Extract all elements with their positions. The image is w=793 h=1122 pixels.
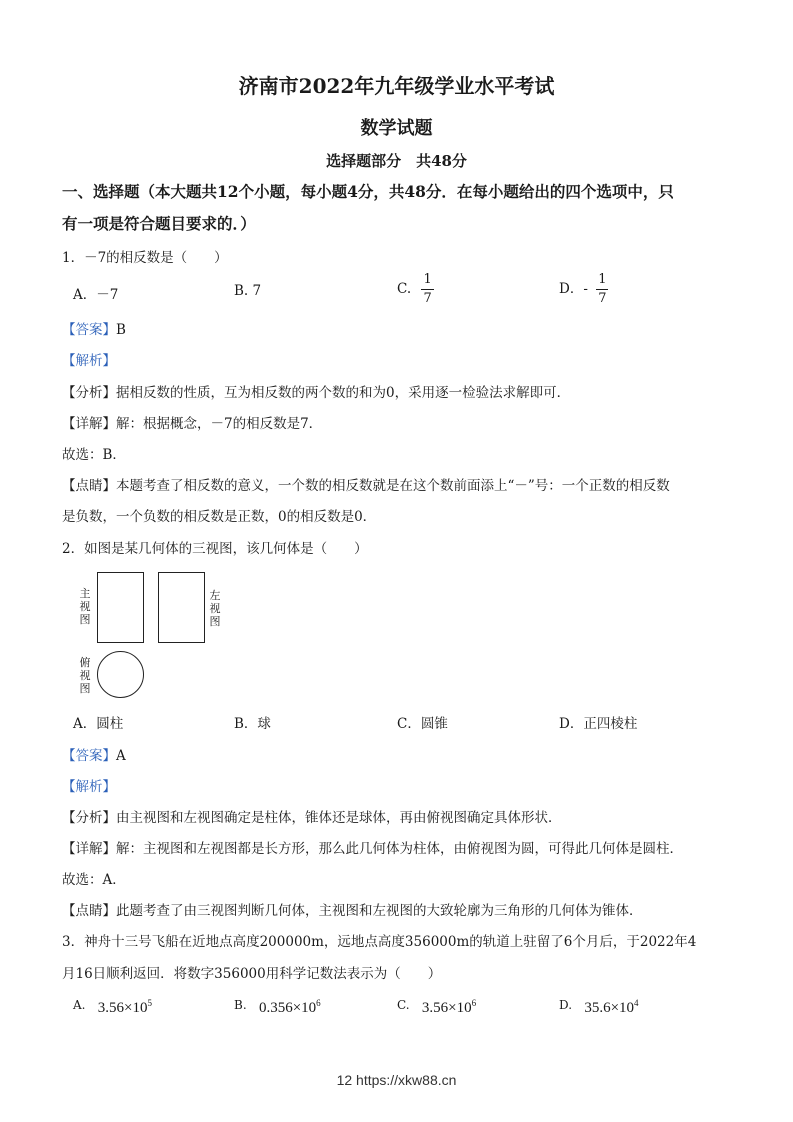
q3-option-c-base: 3.56×10 bbox=[421, 1000, 472, 1016]
q1-dianjing-tag: 【点睛】 bbox=[62, 478, 116, 494]
q1-option-d-fraction bbox=[596, 271, 608, 308]
q3-stem-line1: 3．神舟十三号飞船在近地点高度200000m，远地点高度356000m的轨道上驻留了6个月后，于2022年4 bbox=[62, 934, 697, 950]
q1-analysis-tag: 【解析】 bbox=[62, 353, 116, 369]
q1-fenxi-text: 据相反数的性质，互为相反数的两个数的和为0，采用逐一检验法求解即可． bbox=[116, 385, 571, 401]
q2-xiangjie-text: 解：主视图和左视图都是长方形，那么此几何体为柱体，由俯视图为圆，可得此几何体是圆柱． bbox=[116, 841, 683, 857]
q1-xiangjie bbox=[62, 412, 322, 432]
q3-option-b bbox=[234, 998, 321, 1017]
page-footer: 12 https://xkw88.cn bbox=[336, 1072, 457, 1088]
label-main-view: 主视图 bbox=[79, 587, 91, 626]
q3-option-a bbox=[73, 998, 152, 1017]
q3-option-a-label: A. bbox=[73, 998, 86, 1012]
q1-fenxi-tag: 【分析】 bbox=[62, 385, 116, 401]
q1-stem: 1．－7的相反数是（ ） bbox=[62, 250, 228, 266]
q1-xiangjie-tag: 【详解】 bbox=[62, 416, 116, 432]
q2-fenxi-text: 由主视图和左视图确定是柱体，锥体还是球体，再由俯视图确定具体形状． bbox=[116, 810, 562, 826]
q1-option-d bbox=[559, 271, 608, 308]
page-title: 济南市2022年九年级学业水平考试 bbox=[238, 74, 555, 98]
q1-xiangjie-text: 解：根据概念，－7的相反数是7． bbox=[116, 416, 323, 432]
q1-option-a: A．－7 bbox=[73, 287, 119, 303]
q1-option-c-label: C. bbox=[397, 281, 412, 297]
q2-xiangjie bbox=[62, 837, 683, 857]
q1-option-c-fraction bbox=[421, 271, 433, 308]
section-heading-line2: 有一项是符合题目要求的．） bbox=[62, 214, 256, 233]
q1-guxuan: 故选：B． bbox=[62, 447, 126, 463]
q1-option-d-denominator: 7 bbox=[598, 291, 607, 306]
q1-option-d-numerator: 1 bbox=[596, 271, 608, 290]
q2-answer-value: A bbox=[116, 748, 126, 764]
q1-option-b: B. 7 bbox=[234, 283, 262, 299]
part-heading: 选择题部分 共48分 bbox=[326, 152, 467, 170]
q2-xiangjie-tag: 【详解】 bbox=[62, 841, 116, 857]
top-view-circle bbox=[97, 651, 144, 698]
q3-option-b-exp: 6 bbox=[316, 998, 321, 1008]
left-view-rectangle bbox=[158, 572, 205, 643]
label-left-view: 左视图 bbox=[209, 589, 221, 628]
q3-stem-line2: 月16日顺利返回．将数字356000用科学记数法表示为（ ） bbox=[62, 966, 442, 982]
q2-analysis-tag: 【解析】 bbox=[62, 779, 116, 795]
section-heading-line1: 一、选择题（本大题共12个小题，每小题4分，共48分．在每小题给出的四个选项中，只 bbox=[62, 182, 674, 201]
q2-guxuan: 故选：A． bbox=[62, 872, 126, 888]
q1-option-c-denominator: 7 bbox=[423, 291, 432, 306]
q2-answer-tag: 【答案】 bbox=[62, 748, 116, 764]
q2-dianjing bbox=[62, 899, 643, 919]
q3-option-a-exp: 5 bbox=[147, 998, 152, 1008]
q3-option-b-value bbox=[259, 1000, 321, 1016]
q2-fenxi bbox=[62, 806, 562, 826]
q1-answer-tag: 【答案】 bbox=[62, 322, 116, 338]
q2-fenxi-tag: 【分析】 bbox=[62, 810, 116, 826]
q3-option-b-label: B. bbox=[234, 998, 247, 1012]
main-view-rectangle bbox=[97, 572, 144, 643]
q1-option-c-numerator: 1 bbox=[421, 271, 433, 290]
q2-option-a: A．圆柱 bbox=[73, 716, 124, 732]
q1-option-c bbox=[397, 271, 434, 308]
q3-option-b-base: 0.356×10 bbox=[258, 1000, 317, 1016]
q1-dianjing-line1 bbox=[62, 474, 670, 494]
label-top-view: 俯视图 bbox=[79, 656, 91, 695]
q3-option-d-label: D. bbox=[559, 998, 573, 1012]
q3-option-c-value bbox=[422, 1000, 476, 1016]
q2-option-b: B．球 bbox=[234, 716, 271, 732]
q1-answer bbox=[62, 318, 126, 338]
q3-option-d bbox=[559, 998, 639, 1017]
q2-answer bbox=[62, 744, 126, 764]
q3-option-d-value bbox=[584, 1000, 638, 1016]
q1-fenxi bbox=[62, 381, 570, 401]
q2-option-d: D．正四棱柱 bbox=[559, 716, 638, 732]
q3-option-a-value bbox=[98, 1000, 152, 1016]
q3-option-c-exp: 6 bbox=[471, 998, 477, 1008]
q1-dianjing-text1: 本题考查了相反数的意义，一个数的相反数就是在这个数前面添上“－”号：一个正数的相反数 bbox=[116, 478, 670, 494]
q2-dianjing-tag: 【点睛】 bbox=[62, 903, 116, 919]
q1-option-d-label: D．- bbox=[559, 281, 588, 297]
q3-option-c bbox=[397, 998, 476, 1017]
q3-option-a-base: 3.56×10 bbox=[97, 1000, 148, 1016]
q3-option-d-base: 35.6×10 bbox=[584, 1000, 635, 1016]
q1-dianjing-line2: 是负数，一个负数的相反数是正数，0的相反数是0． bbox=[62, 509, 377, 525]
q2-stem: 2．如图是某几何体的三视图，该几何体是（ ） bbox=[62, 541, 368, 557]
q3-option-d-exp: 4 bbox=[634, 998, 639, 1008]
q2-dianjing-text: 此题考查了由三视图判断几何体，主视图和左视图的大致轮廓为三角形的几何体为锥体． bbox=[116, 903, 643, 919]
page-subtitle: 数学试题 bbox=[360, 118, 433, 139]
q2-option-c: C．圆锥 bbox=[397, 716, 448, 732]
q1-answer-value: B bbox=[116, 322, 126, 338]
q3-option-c-label: C. bbox=[397, 998, 410, 1012]
